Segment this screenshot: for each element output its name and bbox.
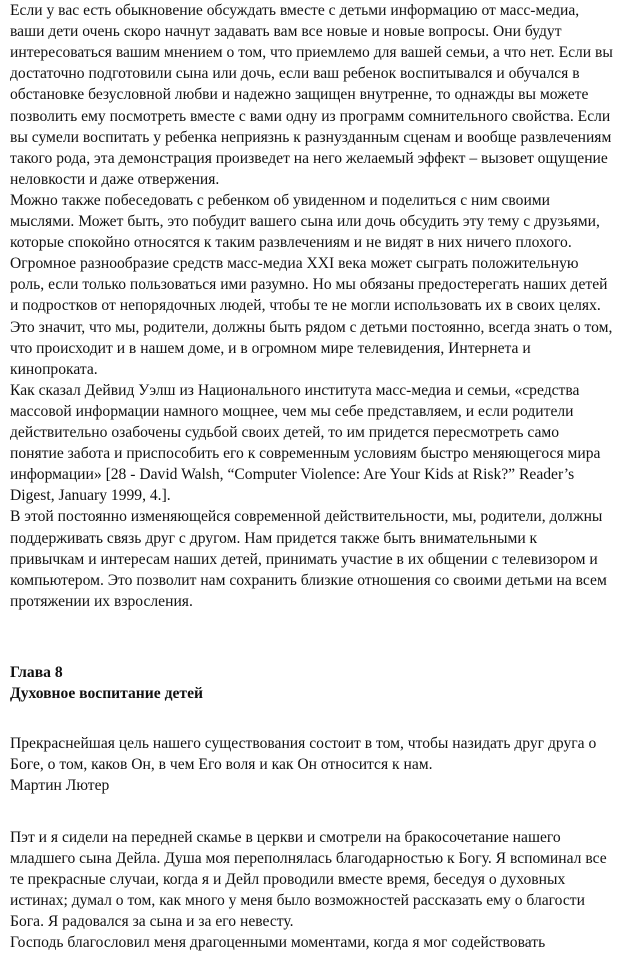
epigraph-line: Боге, о том, каков Он, в чем Его воля и как Он относится к нам.: [10, 756, 433, 773]
text-line: младшего сына Дейла. Душа моя переполнялась благодарностью к Богу. Я вспоминал все: [10, 850, 607, 867]
text-line: Можно также побеседовать с ребенком об увиденном и поделиться с ним своими: [10, 192, 551, 209]
text-line: позволить ему посмотреть вместе с вами одну из программ сомнительного свойства. Если: [10, 108, 611, 125]
text-line: обстановке безусловной любви и надежно защищен внутренне, то однажды вы можете: [10, 86, 589, 103]
text-line: вы сумели воспитать у ребенка неприязнь к разнузданным сценам и вообще развлечениям: [10, 129, 612, 146]
text-line: Это значит, что мы, родители, должны быть рядом с детьми постоянно, всегда знать о том,: [10, 319, 613, 336]
text-line: роль, если только пользоваться ими разумно. Но мы обязаны предостерегать наших детей: [10, 276, 608, 293]
text-line: те прекрасные случаи, когда я и Дейл проводили вместе время, беседуя о духовных: [10, 871, 566, 888]
text-line: мыслями. Может быть, это побудит вашего сына или дочь обсудить эту тему с друзьями,: [10, 213, 600, 230]
text-line: действительно озабочены судьбой своих детей, то им придется пересмотреть само: [10, 424, 560, 441]
text-line: информации» [28 - David Walsh, “Computer Violence: Are Your Kids at Risk?” Reader’s: [10, 466, 575, 483]
text-line: неловкости и даже отвержения.: [10, 171, 220, 188]
text-line: которые спокойно относятся к таким развлечениям и не видят в них ничего плохого.: [10, 234, 572, 251]
text-line: В этой постоянно изменяющейся современной действительности, мы, родители, должны: [10, 508, 603, 525]
text-line: Как сказал Дейвид Уэлш из Национального института масс-медиа и семьи, «средства: [10, 382, 580, 399]
text-line: Бога. Я радовался за сына и за его невесту.: [10, 913, 294, 930]
text-line: протяжении их взросления.: [10, 593, 193, 610]
chapter-title: Духовное воспитание детей: [10, 685, 203, 702]
text-line: интересоваться вашим мнением о том, что приемлемо для вашей семьи, а что нет. Если вы: [10, 44, 613, 61]
text-line: массовой информации намного мощнее, чем мы себе представляем, и если родители: [10, 403, 574, 420]
text-line: такого рода, эта демонстрация произведет на него желаемый эффект – вызовет ощущение: [10, 150, 608, 167]
text-line: что происходит и в нашем доме, и в огромном мире телевидения, Интернета и: [10, 340, 531, 357]
text-line: привычкам и интересам наших детей, принимать участие в их общении с телевизором и: [10, 551, 598, 568]
text-line: ваши дети очень скоро начнут задавать вам все новые и новые вопросы. Они будут: [10, 23, 562, 40]
epigraph-line: Прекраснейшая цель нашего существования состоит в том, чтобы назидать друг друга о: [10, 735, 597, 752]
text-line: кинопроката.: [10, 361, 98, 378]
text-line: Пэт и я сидели на передней скамье в церкви и смотрели на бракосочетание нашего: [10, 829, 561, 846]
chapter-number: Глава 8: [10, 664, 63, 681]
text-line: Огромное разнообразие средств масс-медиа XXI века может сыграть положительную: [10, 255, 579, 272]
text-line: Если у вас есть обыкновение обсуждать вместе с детьми информацию от масс-медиа,: [10, 2, 580, 19]
text-line: Господь благословил меня драгоценными моментами, когда я мог содействовать: [10, 934, 546, 951]
text-line: истинах; думал о том, как много у меня было возможностей рассказать ему о благости: [10, 892, 585, 909]
text-line: и подростков от непорядочных людей, чтобы те не могли использовать их в своих целях.: [10, 297, 601, 314]
text-line: поддерживать связь друг с другом. Нам придется также быть внимательными к: [10, 530, 538, 547]
text-line: понятие забота и приспособить его к современным условиям быстро меняющегося мира: [10, 445, 601, 462]
text-line: достаточно подготовили сына или дочь, если ваш ребенок воспитывался и обучался в: [10, 65, 580, 82]
text-line: компьютером. Это позволит нам сохранить близкие отношения со своими детьми на всем: [10, 572, 607, 589]
text-line: Digest, January 1999, 4.].: [10, 487, 171, 504]
epigraph-author: Мартин Лютер: [10, 777, 110, 794]
